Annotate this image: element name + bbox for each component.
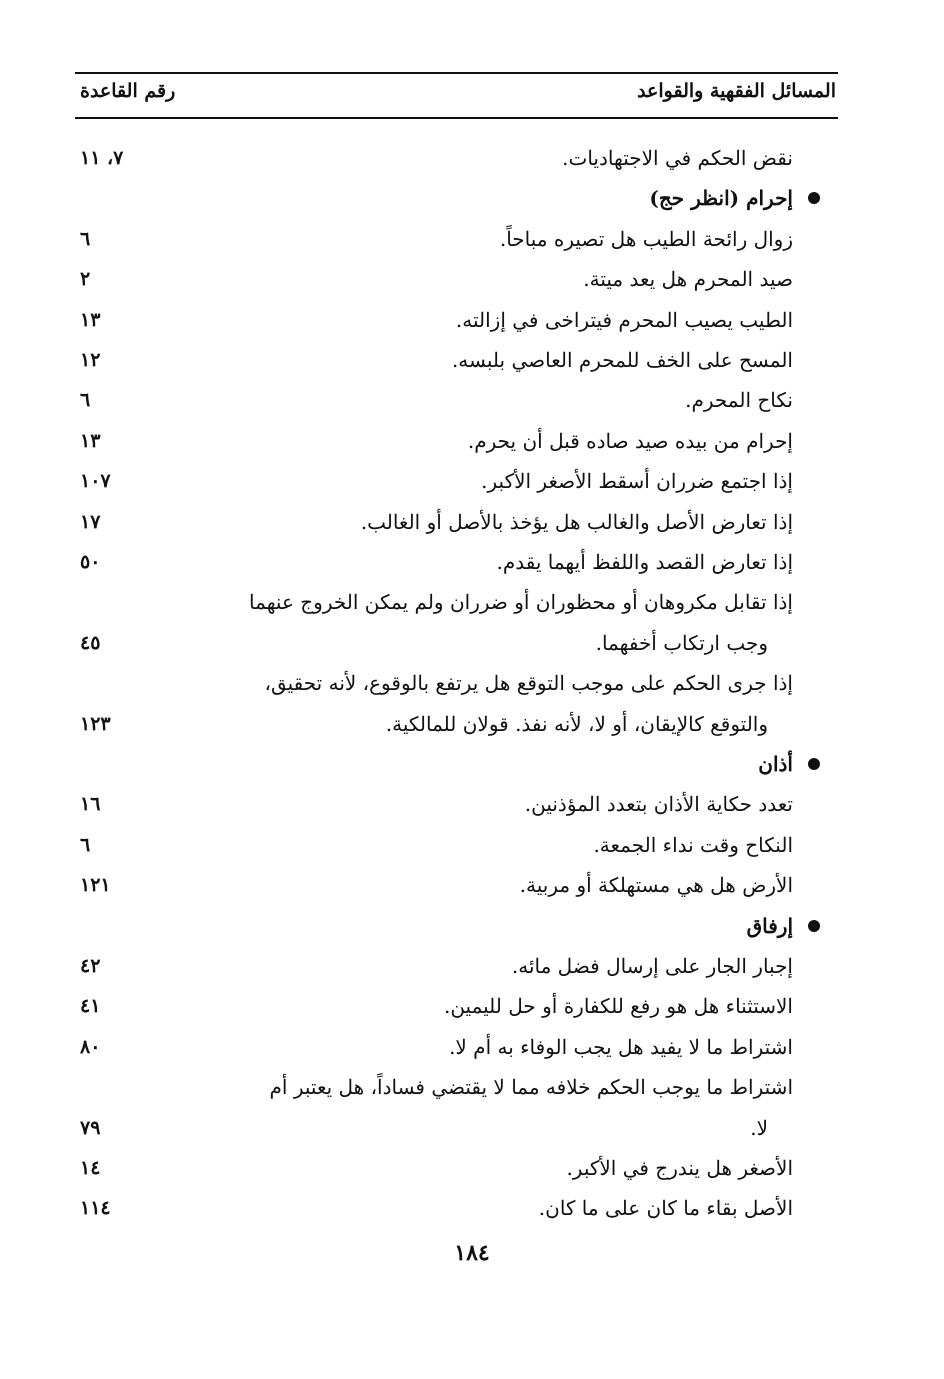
entry-text: نكاح المحرم. — [685, 388, 793, 413]
index-entry — [75, 986, 838, 1026]
entry-text: إذا تعارض الأصل والغالب هل يؤخذ بالأصل أو الغالب. — [360, 509, 793, 534]
entry-text: الأصل بقاء ما كان على ما كان. — [538, 1196, 793, 1221]
entry-text: الأرض هل هي مستهلكة أو مربية. — [519, 873, 793, 898]
index-entry — [75, 865, 838, 905]
index-entry — [75, 1148, 838, 1188]
rule-number: ٢ — [80, 268, 91, 291]
index-entry — [75, 663, 838, 703]
rule-number: ٦ — [80, 389, 91, 412]
index-entry — [75, 946, 838, 986]
index-entry — [75, 825, 838, 865]
rule-number: ١٣ — [80, 308, 101, 331]
section-heading — [75, 906, 838, 946]
rule-number: ١٤ — [80, 1157, 101, 1179]
rule-number: ٦ — [80, 833, 91, 856]
entry-text: إذا تعارض القصد واللفظ أيهما يقدم. — [496, 550, 793, 574]
bullet-icon — [808, 758, 820, 770]
entry-text: إذا اجتمع ضرران أسقط الأصغر الأكبر. — [481, 469, 793, 494]
header-rule-number-label: رقم القاعدة — [80, 80, 176, 102]
entry-text: إحرام من بيده صيد صاده قبل أن يحرم. — [467, 428, 793, 453]
rule-number: ١٢٣ — [80, 712, 111, 735]
index-entry — [75, 582, 838, 622]
entry-text: إرفاق — [746, 913, 793, 938]
page-number: ١٨٤ — [454, 1240, 490, 1266]
header-rule — [75, 117, 838, 119]
rule-number: ١٢١ — [80, 874, 111, 897]
rule-number: ٧، ١١ — [80, 147, 124, 169]
index-entry — [75, 1108, 838, 1148]
entry-text: الطيب يصيب المحرم فيتراخى في إزالته. — [455, 307, 793, 332]
index-entry — [75, 1027, 838, 1067]
rule-number: ١٧ — [80, 510, 101, 533]
rule-number: ١٠٧ — [80, 470, 111, 493]
rule-number: ١٦ — [80, 793, 101, 816]
rule-number: ٤١ — [80, 995, 101, 1018]
index-entry — [75, 502, 838, 542]
entry-text: الاستثناء هل هو رفع للكفارة أو حل لليمين. — [443, 994, 793, 1019]
entry-text: أذان — [758, 752, 793, 776]
section-heading — [75, 744, 838, 784]
rule-number: ١٣ — [80, 429, 101, 452]
section-heading — [75, 178, 838, 218]
index-entry — [75, 259, 838, 299]
top-rule — [75, 72, 838, 74]
rule-number: ٦ — [80, 227, 91, 250]
entry-text: والتوقع كالإيقان، أو لا، لأنه نفذ. قولان للمالكية. — [385, 711, 768, 736]
rule-number: ١١٤ — [80, 1197, 111, 1220]
entry-text: إذا جرى الحكم على موجب التوقع هل يرتفع بالوقوع، لأنه تحقيق، — [264, 671, 793, 696]
entry-text: تعدد حكاية الأذان بتعدد المؤذنين. — [524, 792, 793, 817]
bullet-icon — [808, 192, 820, 204]
index-entry — [75, 784, 838, 824]
entry-text: المسح على الخف للمحرم العاصي بلبسه. — [451, 348, 793, 372]
rule-number: ١٢ — [80, 349, 101, 371]
entry-text: إذا تقابل مكروهان أو محظوران أو ضرران ولم يمكن الخروج عنهما — [249, 590, 793, 615]
entry-text: الأصغر هل يندرج في الأكبر. — [566, 1156, 793, 1180]
entry-text: زوال رائحة الطيب هل تصيره مباحاً. — [499, 226, 793, 251]
index-entry — [75, 219, 838, 259]
index-entry — [75, 380, 838, 420]
entry-text: اشتراط ما لا يفيد هل يجب الوفاء به أم لا. — [449, 1034, 793, 1059]
index-entry — [75, 704, 838, 744]
index-entry — [75, 623, 838, 663]
rule-number: ٧٩ — [80, 1116, 101, 1139]
entry-text: النكاح وقت نداء الجمعة. — [593, 832, 793, 857]
index-entry — [75, 300, 838, 340]
bullet-icon — [808, 920, 820, 932]
entry-text: اشتراط ما يوجب الحكم خلافه مما لا يقتضي فساداً، هل يعتبر أم — [269, 1075, 793, 1100]
entry-text: صيد المحرم هل يعد ميتة. — [583, 267, 793, 292]
index-entry — [75, 1188, 838, 1228]
entry-text: إجبار الجار على إرسال فضل مائه. — [511, 954, 793, 978]
rule-number: ٥٠ — [80, 551, 101, 573]
entry-text: إحرام (انظر حج) — [649, 186, 793, 211]
entry-text: لا. — [750, 1115, 768, 1140]
rule-number: ٨٠ — [80, 1035, 101, 1058]
index-entry — [75, 542, 838, 582]
index-entry — [75, 340, 838, 380]
index-entry — [75, 461, 838, 501]
rule-number: ٤٢ — [80, 955, 101, 977]
header-title: المسائل الفقهية والقواعد — [637, 80, 836, 102]
index-entry — [75, 138, 838, 178]
entry-text: نقض الحكم في الاجتهاديات. — [562, 146, 793, 170]
entry-text: وجب ارتكاب أخفهما. — [595, 630, 768, 655]
index-entry — [75, 1067, 838, 1107]
rule-number: ٤٥ — [80, 631, 101, 654]
index-entry — [75, 421, 838, 461]
